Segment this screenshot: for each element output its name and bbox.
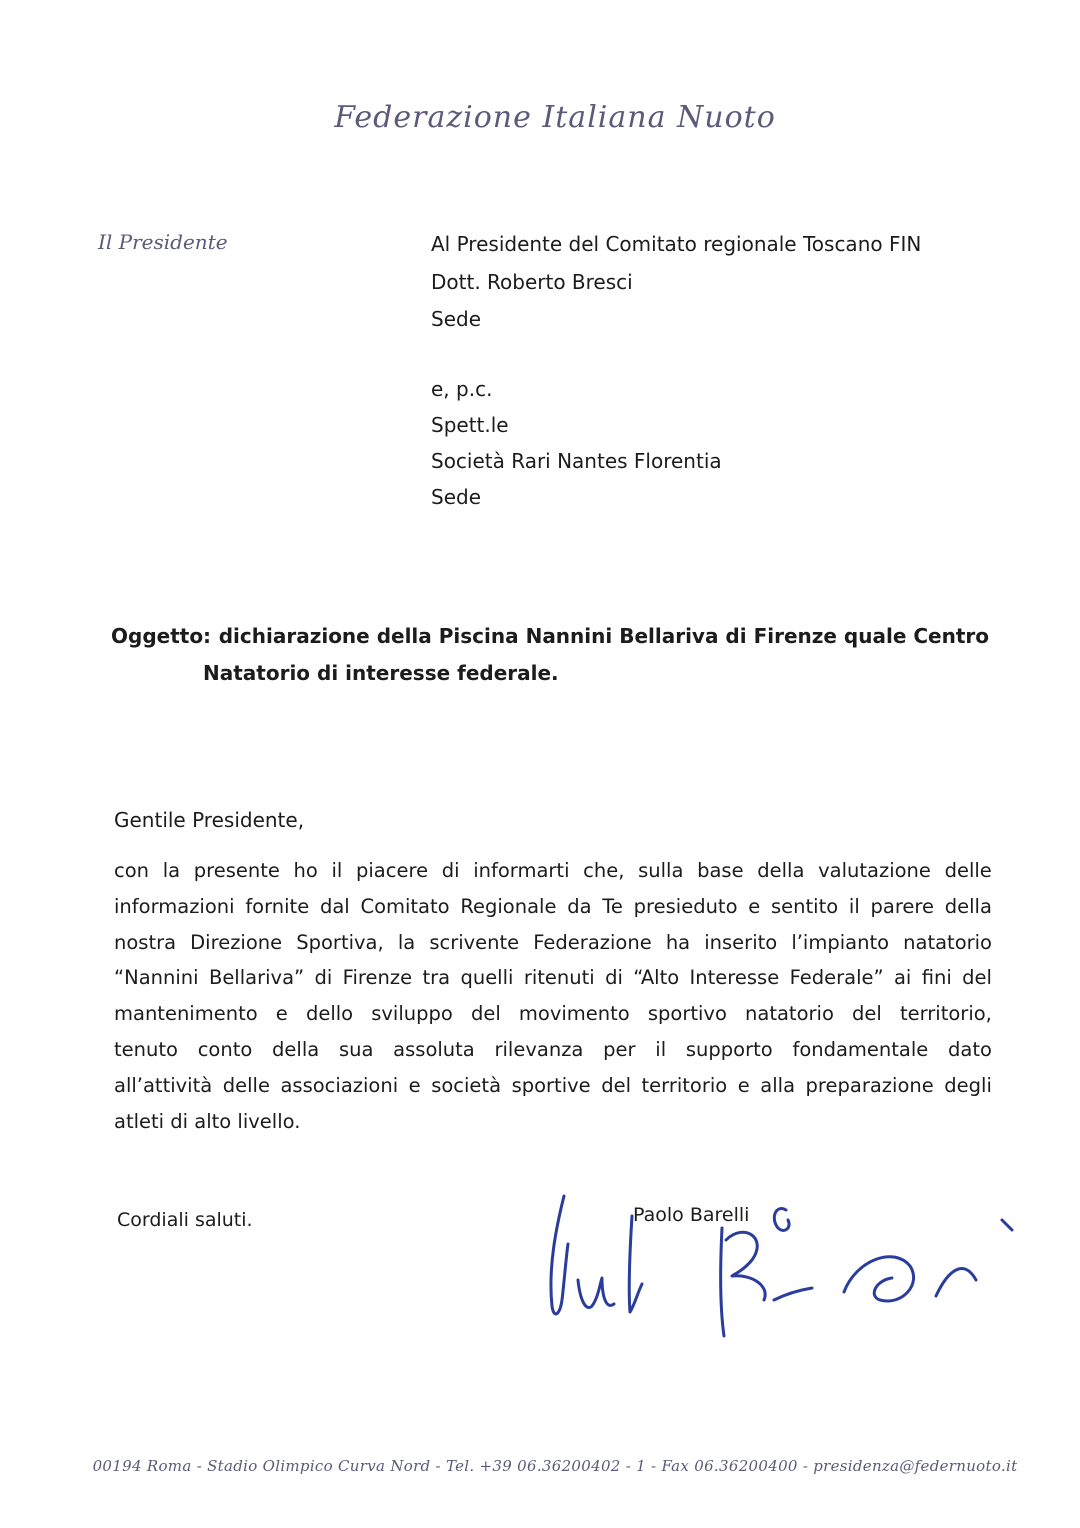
body-word: rilevanza [494, 1037, 584, 1061]
cc-line-4: Sede [431, 485, 481, 509]
body-word: il [655, 1037, 667, 1061]
signature-image [538, 1188, 1018, 1348]
body-word: natatorio [745, 1002, 834, 1026]
subject-label: Oggetto: [111, 624, 212, 648]
subject-line-1: dichiarazione della Piscina Nannini Bellariva di Firenze quale Centro [218, 624, 989, 648]
body-line: atleti di alto livello. [114, 1109, 301, 1133]
body-word: società [431, 1073, 502, 1097]
body-word: associazioni [280, 1073, 399, 1097]
body-word: all’attività [114, 1073, 213, 1097]
body-word: fornite [245, 894, 310, 918]
body-word: territorio [641, 1073, 728, 1097]
body-word: del [852, 1002, 882, 1026]
body-word: base [697, 859, 744, 882]
body-word: Comitato [360, 894, 450, 918]
body-word: il [848, 894, 860, 918]
body-word: Direzione [190, 930, 283, 954]
body-word: informazioni [114, 894, 235, 918]
body-word: del [601, 1073, 631, 1097]
body-word: Federale” [789, 966, 884, 990]
body-word: Bellariva” [208, 966, 305, 990]
body-word: valutazione [818, 859, 931, 882]
closing: Cordiali saluti. [117, 1209, 253, 1231]
body-word: e [408, 1073, 421, 1097]
body-word: quelli [460, 966, 514, 990]
body-word: e [275, 1002, 288, 1026]
body-word: ai [893, 966, 912, 990]
body-word: Interesse [689, 966, 780, 990]
body-word: sportivo [647, 1002, 727, 1026]
body-word: ho [293, 859, 318, 882]
body-line [114, 889, 992, 925]
body-word: assoluta [393, 1037, 475, 1061]
body-word: dato [948, 1037, 992, 1061]
sender-role: Il Presidente [98, 230, 228, 254]
letterhead-title: Federazione Italiana Nuoto [334, 100, 776, 135]
body-word: preparazione [805, 1073, 934, 1097]
body-word: che, [583, 859, 625, 882]
body-word: con [114, 859, 150, 882]
recipient-line-3: Sede [431, 307, 481, 331]
body-line [114, 1032, 992, 1068]
body-word: nostra [114, 930, 177, 954]
body-word: degli [944, 1073, 992, 1097]
body-word: la [162, 859, 181, 882]
body-word: delle [944, 859, 992, 882]
body-word: territorio, [899, 1002, 992, 1026]
body-word: dal [319, 894, 350, 918]
cc-line-2: Spett.le [431, 413, 509, 437]
body-word: movimento [518, 1002, 630, 1026]
body-word: presieduto [633, 894, 738, 918]
signer-name: Paolo Barelli [633, 1204, 750, 1226]
body-word: e [748, 894, 761, 918]
body-word: delle [222, 1073, 270, 1097]
body-word: piacere [356, 859, 429, 882]
body-word: scrivente [429, 930, 520, 954]
body-word: parere [870, 894, 935, 918]
body-word: conto [197, 1037, 253, 1061]
body-word: natatorio [903, 930, 992, 954]
body-word: della [944, 894, 992, 918]
body-word: ritenuti [523, 966, 595, 990]
body-word: sviluppo [371, 1002, 453, 1026]
body-word: Sportiva, [296, 930, 384, 954]
body-line [114, 1068, 992, 1104]
body-word: fondamentale [792, 1037, 929, 1061]
cc-line-3: Società Rari Nantes Florentia [431, 449, 722, 473]
body-line [114, 853, 992, 889]
body-word: fini [921, 966, 952, 990]
body-word: di [441, 859, 460, 882]
body-word: Firenze [342, 966, 413, 990]
body-word: di [605, 966, 623, 990]
recipient-line-1: Al Presidente del Comitato regionale Toscano FIN [431, 232, 922, 256]
body-word: del [962, 966, 992, 990]
body-word: sulla [638, 859, 684, 882]
body-word: alla [760, 1073, 796, 1097]
body-word: della [757, 859, 805, 882]
subject-block [111, 618, 989, 692]
body-word: sentito [771, 894, 839, 918]
body-word: presente [193, 859, 280, 882]
body-word: sua [338, 1037, 374, 1061]
footer-contact: 00194 Roma - Stadio Olimpico Curva Nord - Tel. +39 06.36200402 - 1 - Fax 06.36200400 - presidenza@federnuoto.it [92, 1457, 1018, 1475]
body-word: supporto [685, 1037, 773, 1061]
body-word: tra [422, 966, 451, 990]
body-word: tenuto [114, 1037, 178, 1061]
body-word: Regionale [460, 894, 557, 918]
body-line [114, 996, 992, 1032]
body-word: di [314, 966, 333, 990]
body-word: ha [665, 930, 691, 954]
body-word: dello [305, 1002, 354, 1026]
letter-body [114, 853, 992, 1139]
body-word: il [331, 859, 343, 882]
subject-line-2: Natatorio di interesse federale. [203, 661, 559, 685]
body-word: e [737, 1073, 750, 1097]
body-line [114, 925, 992, 961]
body-word: da [567, 894, 592, 918]
cc-line-1: e, p.c. [431, 377, 493, 401]
body-word: informarti [473, 859, 570, 882]
recipient-line-2: Dott. Roberto Bresci [431, 270, 633, 294]
body-word: Te [602, 894, 623, 918]
body-word: per [603, 1037, 636, 1061]
body-word: inserito [704, 930, 778, 954]
body-word: l’impianto [791, 930, 890, 954]
body-line [114, 960, 992, 996]
body-word: sportive [511, 1073, 591, 1097]
body-word: del [470, 1002, 501, 1026]
body-word: “Alto [633, 966, 680, 990]
body-word: Federazione [533, 930, 652, 954]
body-word: mantenimento [114, 1002, 258, 1026]
body-word: della [272, 1037, 320, 1061]
greeting: Gentile Presidente, [114, 808, 305, 832]
body-word: “Nannini [114, 966, 199, 990]
body-word: la [397, 930, 416, 954]
